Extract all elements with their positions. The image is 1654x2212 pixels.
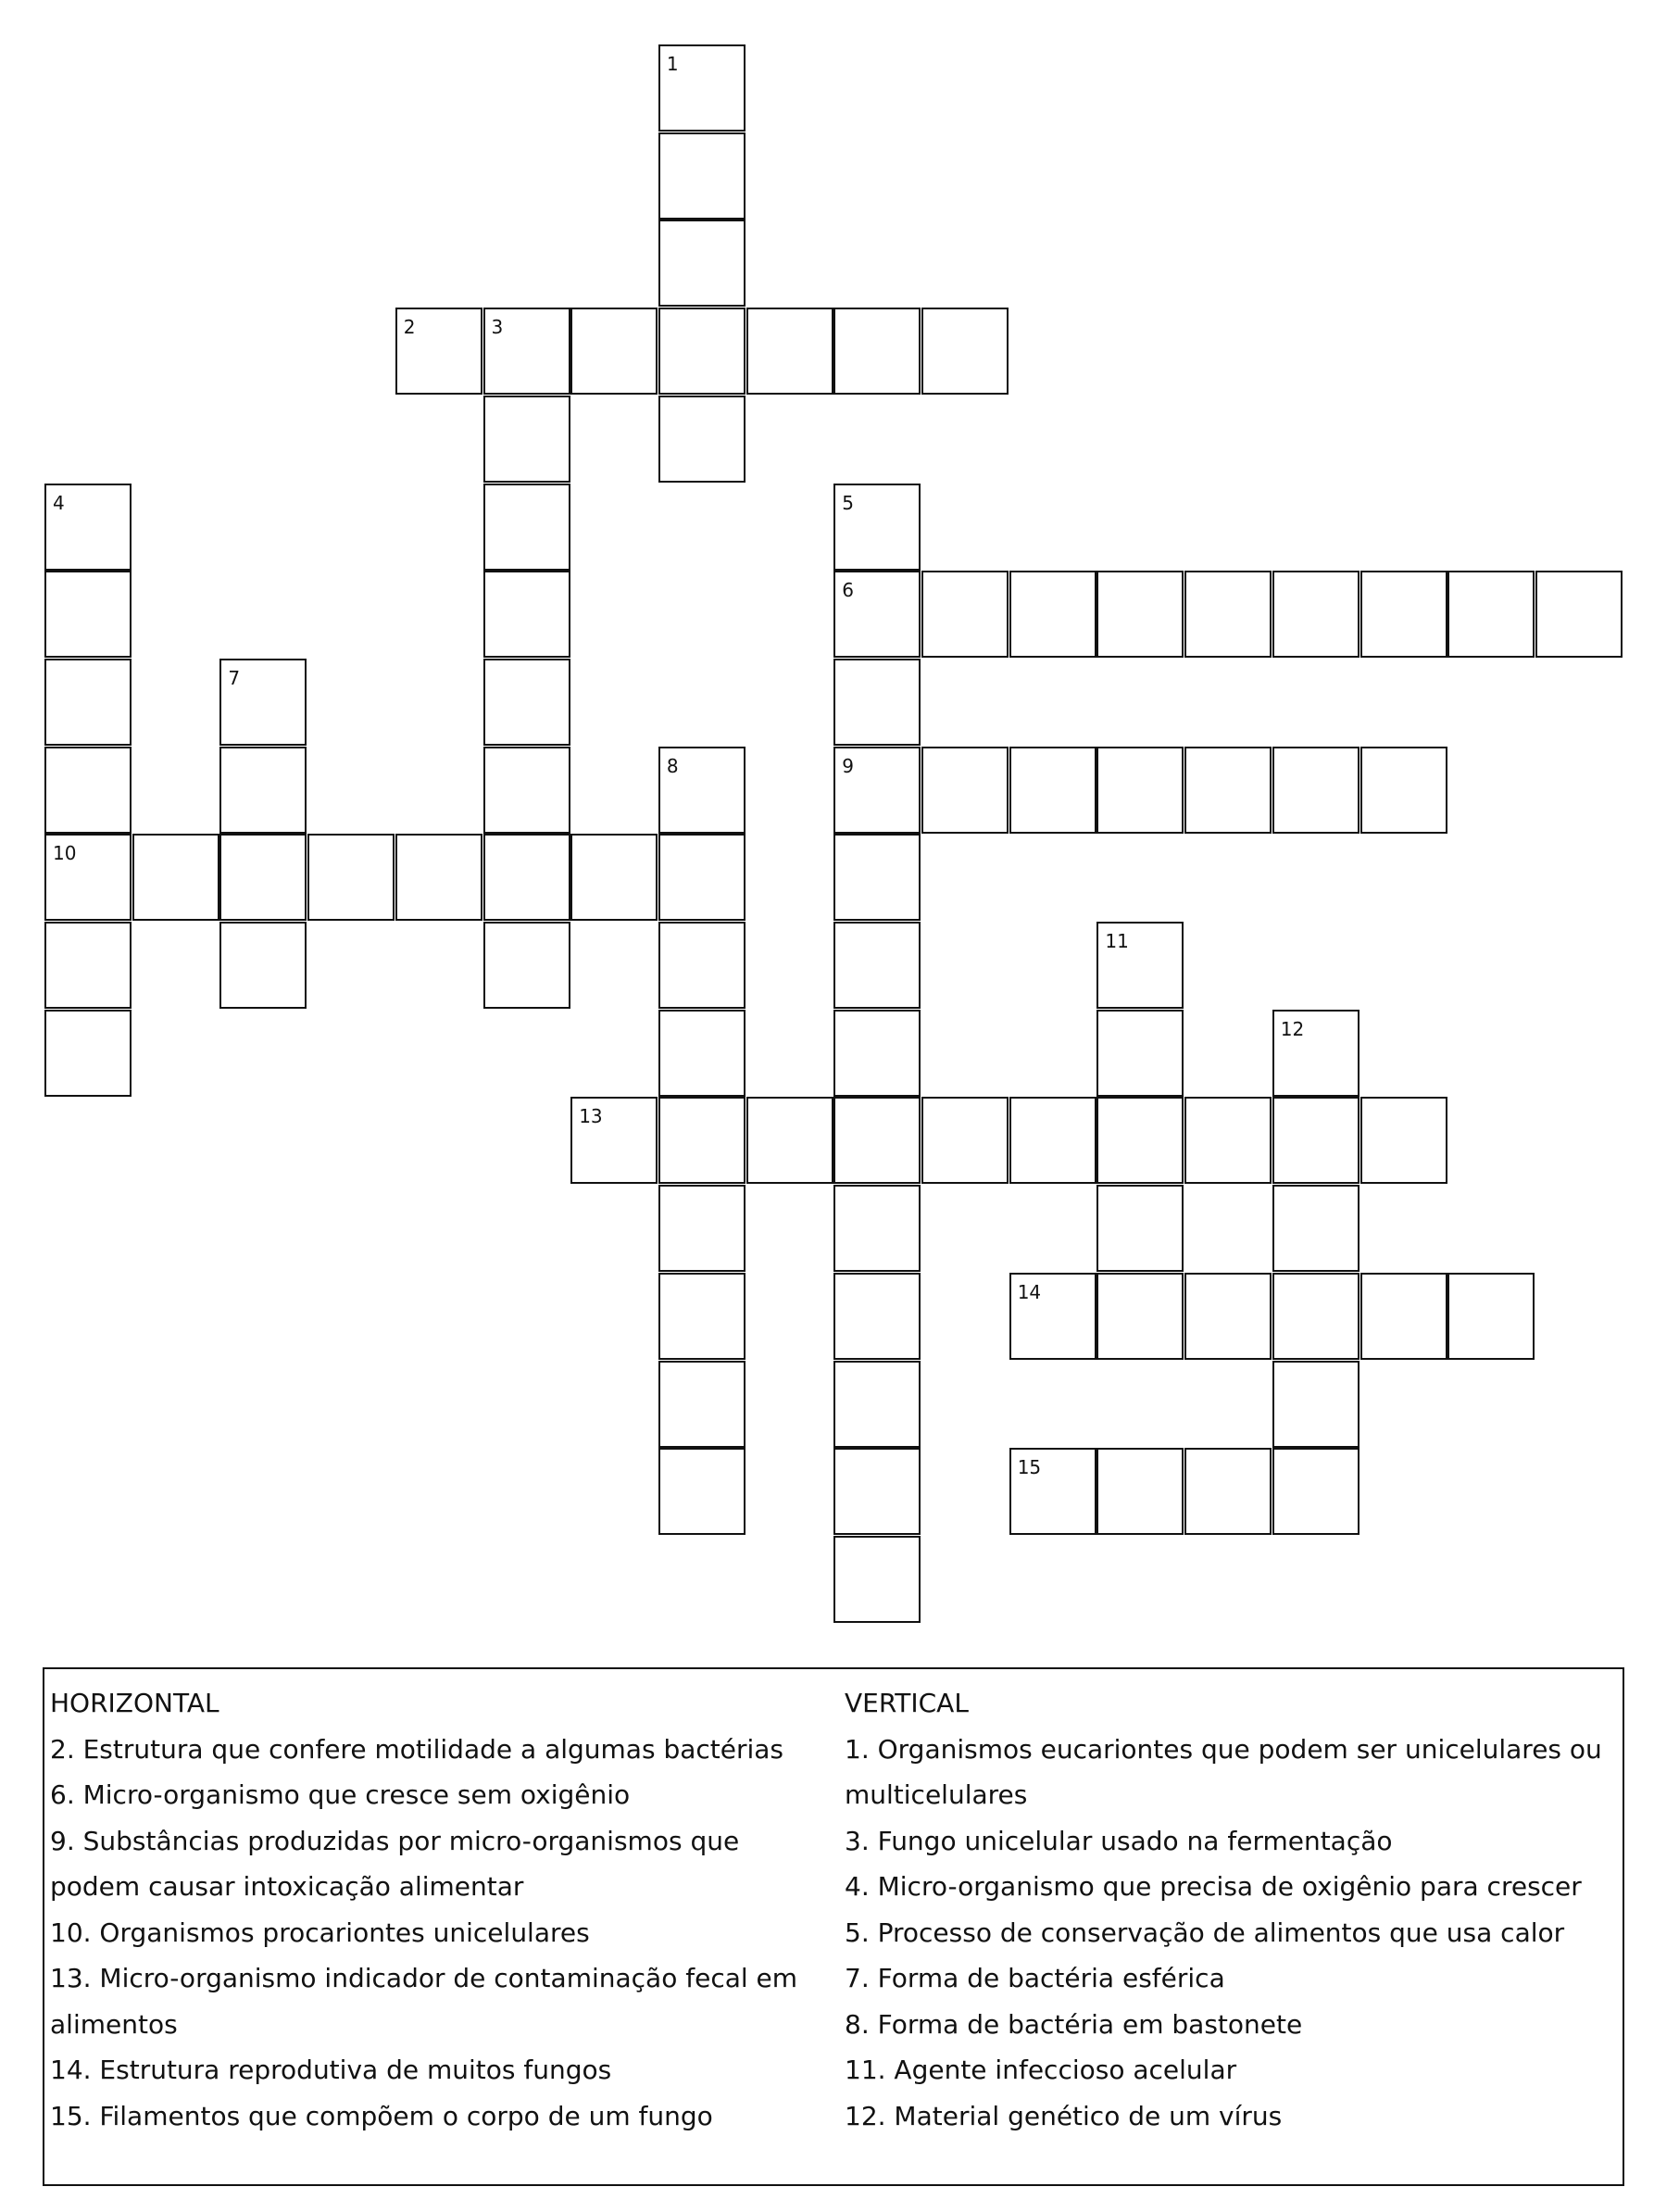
grid-cell[interactable] bbox=[1184, 1273, 1272, 1360]
grid-cell[interactable] bbox=[1184, 747, 1272, 834]
grid-cell[interactable] bbox=[570, 834, 658, 921]
grid-cell[interactable] bbox=[219, 834, 307, 921]
grid-cell[interactable] bbox=[44, 834, 132, 921]
clue-down-7: 7. Forma de bactéria esférica bbox=[845, 1963, 1225, 1993]
grid-cell[interactable] bbox=[1272, 1010, 1360, 1097]
grid-cell[interactable] bbox=[483, 922, 570, 1009]
clue-number: 14 bbox=[1017, 1280, 1042, 1303]
clues-box bbox=[43, 1667, 1624, 2186]
grid-cell[interactable] bbox=[658, 1448, 746, 1535]
grid-cell[interactable] bbox=[833, 1536, 921, 1623]
horizontal-title: HORIZONTAL bbox=[50, 1688, 219, 1718]
grid-cell[interactable] bbox=[833, 1361, 921, 1448]
grid-cell[interactable] bbox=[833, 1273, 921, 1360]
grid-cell[interactable] bbox=[658, 396, 746, 483]
grid-cell[interactable] bbox=[658, 1185, 746, 1272]
grid-cell[interactable] bbox=[219, 922, 307, 1009]
grid-cell[interactable] bbox=[1272, 1097, 1360, 1184]
grid-cell[interactable] bbox=[921, 308, 1009, 395]
grid-cell[interactable] bbox=[833, 922, 921, 1009]
grid-cell[interactable] bbox=[483, 571, 570, 658]
clue-number: 1 bbox=[666, 53, 679, 75]
clue-down-4: 4. Micro-organismo que precisa de oxigênio para crescer bbox=[845, 1871, 1582, 1902]
grid-cell[interactable] bbox=[570, 308, 658, 395]
grid-cell[interactable] bbox=[658, 1273, 746, 1360]
clue-down-12: 12. Material genético de um vírus bbox=[845, 2100, 1283, 2131]
grid-cell[interactable] bbox=[921, 1097, 1009, 1184]
clue-number: 12 bbox=[1280, 1017, 1305, 1040]
grid-cell[interactable] bbox=[833, 571, 921, 658]
grid-cell[interactable] bbox=[307, 834, 395, 921]
grid-cell[interactable] bbox=[1009, 571, 1096, 658]
grid-cell[interactable] bbox=[483, 659, 570, 746]
grid-cell[interactable] bbox=[483, 834, 570, 921]
clue-number: 8 bbox=[666, 754, 679, 777]
grid-cell[interactable] bbox=[658, 922, 746, 1009]
grid-cell[interactable] bbox=[833, 1097, 921, 1184]
clue-across-6: 6. Micro-organismo que cresce sem oxigênio bbox=[50, 1779, 631, 1810]
grid-cell[interactable] bbox=[921, 747, 1009, 834]
grid-cell[interactable] bbox=[483, 484, 570, 571]
grid-cell[interactable] bbox=[219, 747, 307, 834]
grid-cell[interactable] bbox=[1272, 1185, 1360, 1272]
grid-cell[interactable] bbox=[658, 1010, 746, 1097]
grid-cell[interactable] bbox=[1096, 1448, 1184, 1535]
grid-cell[interactable] bbox=[44, 484, 132, 571]
grid-cell[interactable] bbox=[44, 571, 132, 658]
grid-cell[interactable] bbox=[1096, 1010, 1184, 1097]
grid-cell[interactable] bbox=[833, 484, 921, 571]
clue-down-11: 11. Agente infeccioso acelular bbox=[845, 2055, 1237, 2085]
grid-cell[interactable] bbox=[44, 922, 132, 1009]
clue-number: 11 bbox=[1105, 930, 1129, 952]
vertical-clues bbox=[845, 1680, 1613, 2139]
grid-cell[interactable] bbox=[658, 44, 746, 132]
grid-cell[interactable] bbox=[658, 220, 746, 307]
grid-cell[interactable] bbox=[921, 571, 1009, 658]
grid-cell[interactable] bbox=[1096, 1097, 1184, 1184]
clue-number: 15 bbox=[1017, 1456, 1042, 1479]
grid-cell[interactable] bbox=[1360, 571, 1447, 658]
vertical-title: VERTICAL bbox=[845, 1688, 969, 1718]
clue-number: 2 bbox=[403, 316, 416, 339]
grid-cell[interactable] bbox=[833, 308, 921, 395]
clue-across-14: 14. Estrutura reprodutiva de muitos fungos bbox=[50, 2055, 612, 2085]
grid-cell[interactable] bbox=[746, 1097, 833, 1184]
grid-cell[interactable] bbox=[483, 396, 570, 483]
grid-cell[interactable] bbox=[833, 1185, 921, 1272]
clue-number: 4 bbox=[53, 491, 65, 514]
grid-cell[interactable] bbox=[132, 834, 219, 921]
grid-cell[interactable] bbox=[44, 659, 132, 746]
grid-cell[interactable] bbox=[1272, 1273, 1360, 1360]
grid-cell[interactable] bbox=[658, 1361, 746, 1448]
clue-down-1: 1. Organismos eucariontes que podem ser unicelulares ou multicelulares bbox=[845, 1733, 1602, 1810]
clue-number: 10 bbox=[53, 842, 77, 865]
grid-cell[interactable] bbox=[1360, 1097, 1447, 1184]
grid-cell[interactable] bbox=[833, 834, 921, 921]
clue-across-2: 2. Estrutura que confere motilidade a algumas bactérias bbox=[50, 1733, 784, 1765]
clue-number: 5 bbox=[842, 491, 855, 514]
grid-cell[interactable] bbox=[44, 1010, 132, 1097]
clue-number: 3 bbox=[491, 316, 504, 339]
grid-cell[interactable] bbox=[1096, 571, 1184, 658]
grid-cell[interactable] bbox=[1184, 1097, 1272, 1184]
grid-cell[interactable] bbox=[1360, 747, 1447, 834]
grid-cell[interactable] bbox=[833, 747, 921, 834]
horizontal-clues bbox=[50, 1680, 828, 2139]
grid-cell[interactable] bbox=[483, 747, 570, 834]
grid-cell[interactable] bbox=[1009, 1273, 1096, 1360]
clue-down-3: 3. Fungo unicelular usado na fermentação bbox=[845, 1825, 1393, 1856]
clue-number: 6 bbox=[842, 579, 855, 602]
clue-across-15: 15. Filamentos que compõem o corpo de um fungo bbox=[50, 2100, 713, 2131]
grid-cell[interactable] bbox=[1096, 1273, 1184, 1360]
grid-cell[interactable] bbox=[44, 747, 132, 834]
grid-cell[interactable] bbox=[1360, 1273, 1447, 1360]
clue-number: 7 bbox=[228, 666, 241, 689]
grid-cell[interactable] bbox=[1184, 1448, 1272, 1535]
grid-cell[interactable] bbox=[1272, 1361, 1360, 1448]
grid-cell[interactable] bbox=[395, 308, 482, 395]
grid-cell[interactable] bbox=[658, 1097, 746, 1184]
clue-number: 9 bbox=[842, 754, 855, 777]
grid-cell[interactable] bbox=[1272, 571, 1360, 658]
grid-cell[interactable] bbox=[833, 1010, 921, 1097]
grid-cell[interactable] bbox=[1096, 922, 1184, 1009]
grid-cell[interactable] bbox=[1096, 747, 1184, 834]
grid-cell[interactable] bbox=[1535, 571, 1623, 658]
grid-cell[interactable] bbox=[1009, 747, 1096, 834]
grid-cell[interactable] bbox=[1272, 1448, 1360, 1535]
grid-cell[interactable] bbox=[483, 308, 570, 395]
grid-cell[interactable] bbox=[1272, 747, 1360, 834]
grid-cell[interactable] bbox=[1447, 1273, 1535, 1360]
grid-cell[interactable] bbox=[1096, 1185, 1184, 1272]
grid-cell[interactable] bbox=[1009, 1448, 1096, 1535]
grid-cell[interactable] bbox=[833, 1448, 921, 1535]
grid-cell[interactable] bbox=[395, 834, 482, 921]
grid-cell[interactable] bbox=[1447, 571, 1535, 658]
clue-number: 13 bbox=[579, 1105, 603, 1128]
clue-across-13: 13. Micro-organismo indicador de contaminação fecal em alimentos bbox=[50, 1963, 798, 2040]
clue-down-8: 8. Forma de bactéria em bastonete bbox=[845, 2008, 1303, 2040]
clue-across-10: 10. Organismos procariontes unicelulares bbox=[50, 1917, 590, 1948]
grid-cell[interactable] bbox=[1184, 571, 1272, 658]
grid-cell[interactable] bbox=[658, 132, 746, 220]
grid-cell[interactable] bbox=[658, 747, 746, 834]
grid-cell[interactable] bbox=[658, 308, 746, 395]
grid-cell[interactable] bbox=[746, 308, 833, 395]
grid-cell[interactable] bbox=[1009, 1097, 1096, 1184]
grid-cell[interactable] bbox=[833, 659, 921, 746]
clue-across-9: 9. Substâncias produzidas por micro-organismos que podem causar intoxicação alimentar bbox=[50, 1825, 740, 1902]
grid-cell[interactable] bbox=[570, 1097, 658, 1184]
clue-down-5: 5. Processo de conservação de alimentos que usa calor bbox=[845, 1917, 1565, 1948]
grid-cell[interactable] bbox=[219, 659, 307, 746]
grid-cell[interactable] bbox=[658, 834, 746, 921]
